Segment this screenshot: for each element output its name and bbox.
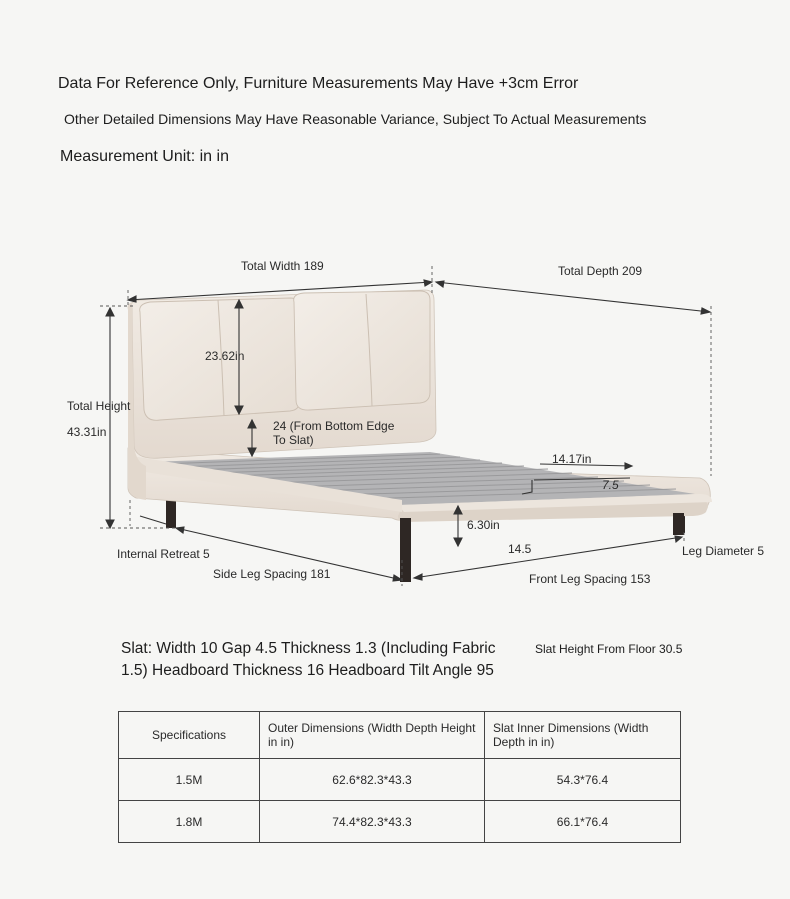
label-side-leg-spacing: Side Leg Spacing 181 — [213, 567, 331, 581]
slat-height-from-floor: Slat Height From Floor 30.5 — [535, 642, 683, 656]
cell-spec: 1.8M — [119, 801, 260, 843]
note-measurement-unit: Measurement Unit: in in — [60, 148, 229, 165]
label-headboard-height: 23.62in — [205, 349, 245, 363]
leg-front-right — [673, 513, 684, 535]
header-inner-dimensions: Slat Inner Dimensions (Width Depth in in) — [485, 712, 681, 759]
arrow-total-depth-right — [701, 308, 710, 314]
arrow-total-depth-left — [436, 281, 444, 287]
slat-info-line2: 1.5) Headboard Thickness 16 Headboard Tilt Angle 95 — [121, 662, 494, 679]
cell-spec: 1.5M — [119, 759, 260, 801]
dim-line-internal-retreat — [140, 516, 166, 524]
arrow-total-width-left — [128, 296, 136, 302]
arrow-inner-depth — [625, 463, 632, 469]
label-internal-retreat: Internal Retreat 5 — [117, 547, 210, 561]
cell-outer: 62.6*82.3*43.3 — [260, 759, 485, 801]
header-specifications: Specifications — [119, 712, 260, 759]
label-inner-depth: 14.17in — [552, 452, 592, 466]
spec-table — [118, 711, 681, 843]
header-outer-dimensions: Outer Dimensions (Width Depth Height in in) — [260, 712, 485, 759]
arrow-total-width-right — [424, 280, 432, 286]
cushion-right — [294, 291, 430, 410]
arrow-side-leg-left — [176, 527, 184, 533]
leg-back-left — [166, 500, 176, 528]
label-from-bottom-line1: 24 (From Bottom Edge — [273, 419, 395, 433]
label-front-leg-spacing: Front Leg Spacing 153 — [529, 572, 651, 586]
table-row — [119, 759, 681, 801]
label-total-height-value: 43.31in — [67, 425, 107, 439]
label-frame-height: 6.30in — [467, 518, 500, 532]
label-total-width: Total Width 189 — [241, 259, 324, 273]
note-error-margin: Data For Reference Only, Furniture Measurements May Have +3cm Error — [58, 75, 579, 92]
note-variance: Other Detailed Dimensions May Have Reasonable Variance, Subject To Actual Measurements — [64, 111, 647, 127]
slat-info-line1: Slat: Width 10 Gap 4.5 Thickness 1.3 (Including Fabric — [121, 640, 496, 657]
arrow-frame-bottom — [454, 538, 462, 546]
label-leg-diameter: Leg Diameter 5 — [682, 544, 765, 558]
arrow-front-leg-left — [414, 574, 422, 580]
label-leg-gap: 14.5 — [508, 542, 532, 556]
label-from-bottom-line2: To Slat) — [273, 433, 314, 447]
label-total-height: Total Height — [67, 399, 131, 413]
arrow-front-leg-right — [675, 536, 682, 542]
cell-inner: 54.3*76.4 — [485, 759, 681, 801]
cell-inner: 66.1*76.4 — [485, 801, 681, 843]
arrow-height-top — [106, 308, 114, 316]
label-inner-small: 7.5 — [602, 478, 619, 492]
label-total-depth: Total Depth 209 — [558, 264, 643, 278]
cell-outer: 74.4*82.3*43.3 — [260, 801, 485, 843]
table-row — [119, 801, 681, 843]
arrow-height-bottom — [106, 520, 114, 528]
dim-line-total-depth — [436, 282, 710, 312]
table-header-row — [119, 712, 681, 759]
